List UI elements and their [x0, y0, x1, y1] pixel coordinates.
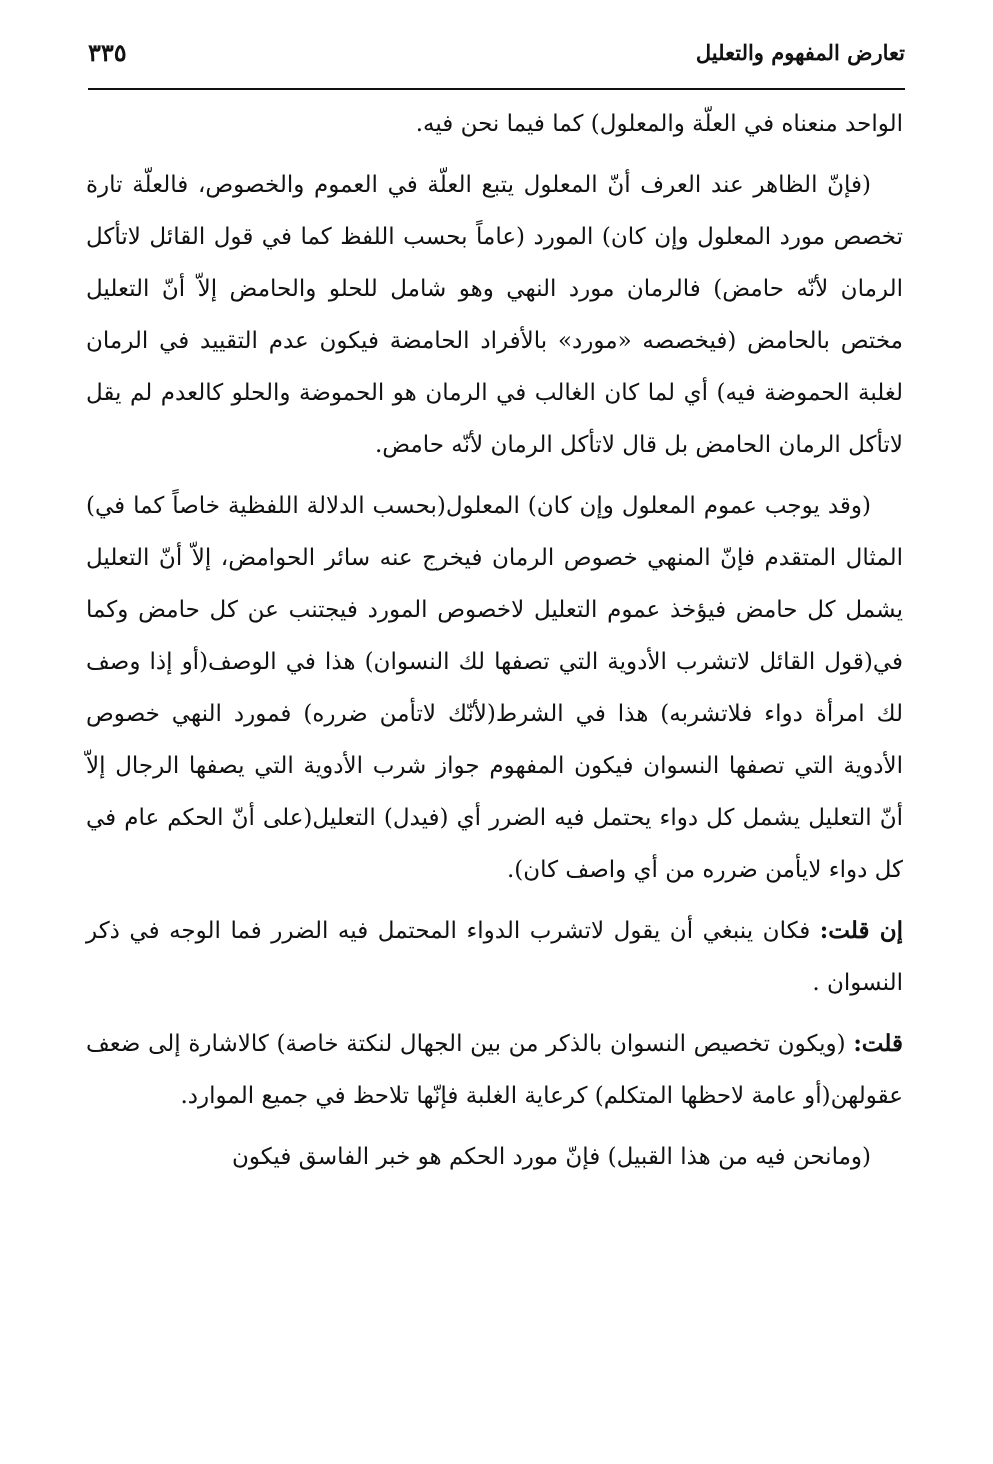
- running-head: [88, 36, 905, 82]
- paragraph-objection: [86, 905, 903, 1009]
- paragraph-text: فكان ينبغي أن يقول لاتشرب الدواء المحتمل فيه الضرر فما الوجه في ذكر النسوان .: [86, 918, 903, 996]
- reply-lead: قلت:: [853, 1030, 903, 1057]
- objection-lead: إن قلت:: [819, 917, 903, 944]
- paragraph-final: [86, 1131, 903, 1183]
- paragraph-text: (ويكون تخصيص النسوان بالذكر من بين الجهال لنكتة خاصة) كالاشارة إلى ضعف عقولهن(أو عامة لاحظها المتكلم) كرعاية الغلبة فإنّها تلاحظ في جميع الموارد.: [86, 1031, 903, 1109]
- paragraph-text: (ومانحن فيه من هذا القبيل) فإنّ مورد الحكم هو خبر الفاسق فيكون: [231, 1144, 871, 1170]
- page-number: ٣٣٥: [88, 38, 127, 67]
- paragraph-text: (وقد يوجب عموم المعلول وإن كان) المعلول(بحسب الدلالة اللفظية خاصاً كما في) المثال المتقدم فإنّ المنهي خصوص الرمان فيخرج عنه سائر الحوامض، إلاّ أنّ التعليل يشمل كل حامض فيؤخذ عموم التعليل لاخصوص المورد فيجتنب عن كل حامض وكما في(قول القائل لاتشرب الأدوية التي تصفها لك النسوان) هذا في الوصف(أو إذا وصف لك امرأة دواء فلاتشربه) هذا في الشرط(لأنّك لاتأمن ضرره) فمورد النهي خصوص الأدوية التي تصفها النسوان فيكون المفهوم جواز شرب الأدوية التي يصفها الرجال إلاّ أنّ التعليل يشمل كل دواء يحتمل فيه الضرر أي (فيدل) التعليل(على أنّ الحكم عام في كل دواء لايأمن ضرره من أي واصف كان).: [86, 493, 903, 883]
- paragraph-text: الواحد منعناه في العلّة والمعلول) كما فيما نحن فيه.: [415, 111, 903, 137]
- paragraph-continuation: [86, 98, 903, 150]
- paragraph-reply: [86, 1018, 903, 1122]
- running-head-title: تعارض المفهوم والتعليل: [695, 40, 905, 65]
- paragraph-generalization: [86, 480, 903, 896]
- paragraph-text: (فإنّ الظاهر عند العرف أنّ المعلول يتبع العلّة في العموم والخصوص، فالعلّة تارة تخصص مورد المعلول وإن كان) المورد (عاماً بحسب اللفظ كما في قول القائل لاتأكل الرمان لأنّه حامض) فالرمان مورد النهي وهو شامل للحلو والحامض إلاّ أنّ التعليل مختص بالحامض (فيخصصه «مورد» بالأفراد الحامضة فيكون عدم التقييد في الرمان لغلبة الحموضة فيه) أي لما كان الغالب في الرمان هو الحموضة والحلو كالعدم لم يقل لاتأكل الرمان الحامض بل قال لاتأكل الرمان لأنّه حامض.: [86, 172, 903, 458]
- header-rule: [88, 88, 905, 90]
- body-text: [86, 98, 903, 1183]
- paragraph-cause-effect: [86, 159, 903, 471]
